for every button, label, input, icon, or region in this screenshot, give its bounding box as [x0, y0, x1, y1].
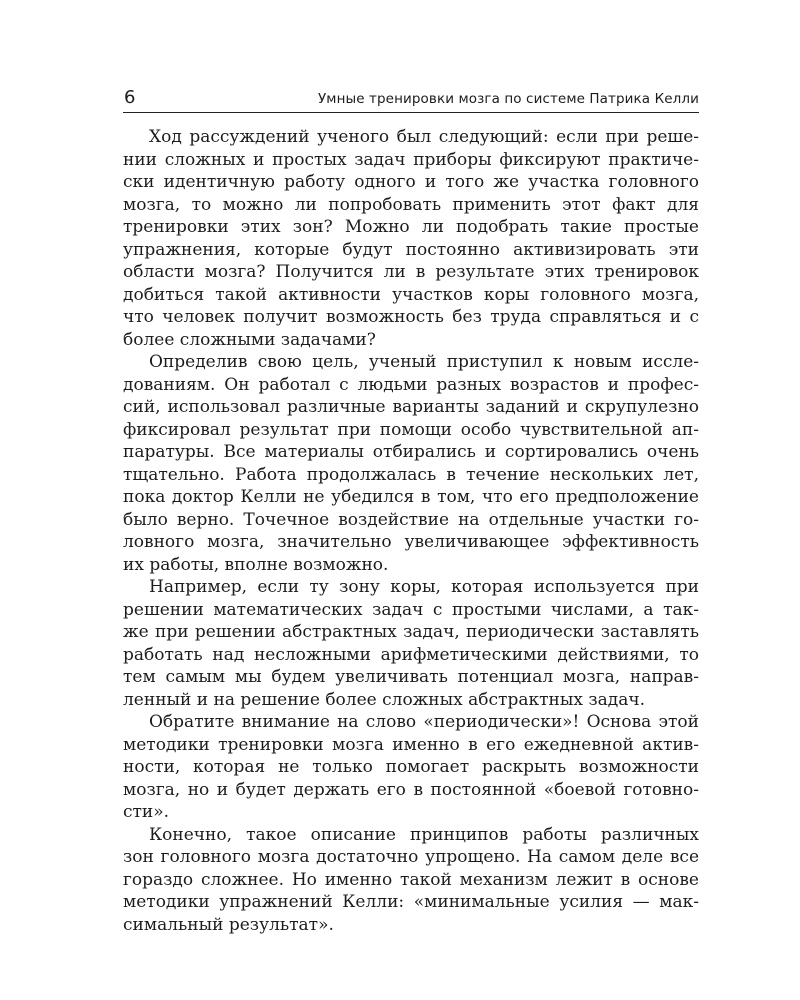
running-title: Умные тренировки мозга по системе Патрика Келли [317, 91, 699, 107]
text-line: мозга, но и будет держать его в постоянной «боевой готовно- [123, 779, 699, 800]
text-line: решении математических задач с простыми числами, а так- [123, 599, 699, 620]
text-line: нии сложных и простых задач приборы фиксируют практиче- [123, 149, 699, 170]
text-line: мозга, то можно ли попробовать применить этот факт для [123, 194, 699, 215]
page-number: 6 [124, 87, 136, 108]
text-line: сти». [123, 802, 170, 822]
text-line: тренировки этих зон? Можно ли подобрать такие простые [123, 217, 699, 237]
text-line: области мозга? Получится ли в результате этих тренировок [123, 262, 699, 282]
text-line: пока доктор Келли не убедился в том, что его предположение [123, 487, 699, 507]
running-head [123, 86, 699, 113]
paragraph [123, 711, 699, 824]
text-line: тщательно. Работа продолжалась в течение нескольких лет, [123, 464, 699, 485]
text-line: Обратите внимание на слово «периодически»! Основа этой [149, 712, 699, 732]
text-line: что человек получит возможность без труда справляться и с [123, 307, 699, 327]
text-line: Конечно, такое описание принципов работы различных [149, 824, 699, 845]
text-line: работать над несложными арифметическими действиями, то [123, 644, 699, 665]
text-line: фиксировал результат при помощи особо чувствительной ап- [123, 419, 699, 440]
text-line: зон головного мозга достаточно упрощено. На самом деле все [123, 847, 699, 867]
text-line: Например, если ту зону коры, которая используется при [149, 577, 699, 597]
paragraph [123, 351, 699, 576]
text-line: более сложными задачами? [123, 329, 376, 350]
text-line: методики упражнений Келли: «минимальные усилия — мак- [123, 892, 699, 912]
paragraph [123, 126, 699, 351]
text-line: симальный результат». [123, 914, 334, 935]
text-line: дованиям. Он работал с людьми разных возрастов и профес- [123, 374, 699, 395]
text-line: Ход рассуждений ученого был следующий: если при реше- [149, 127, 699, 147]
text-line: их работы, вполне возможно. [123, 554, 389, 575]
body-text [123, 126, 699, 936]
text-line: гораздо сложнее. Но именно такой механизм лежит в основе [123, 869, 699, 890]
text-line: ленный и на решение более сложных абстрактных задач. [123, 689, 646, 710]
text-line: методики тренировки мозга именно в его ежедневной актив- [123, 734, 699, 755]
text-line: ски идентичную работу одного и того же участка головного [123, 172, 699, 192]
text-line: Определив свою цель, ученый приступил к новым иссле- [149, 352, 699, 372]
text-line: паратуры. Все материалы отбирались и сортировались очень [123, 442, 699, 462]
paragraph [123, 824, 699, 937]
text-line: было верно. Точечное воздействие на отдельные участки го- [123, 509, 699, 530]
paragraph [123, 576, 699, 711]
text-line: сий, использовал различные варианты заданий и скрупулезно [123, 397, 699, 417]
text-line: ловного мозга, значительно увеличивающее эффективность [123, 532, 699, 552]
text-line: упражнения, которые будут постоянно активизировать эти [123, 239, 699, 260]
text-line: же при решении абстрактных задач, периодически заставлять [123, 622, 699, 642]
text-line: ности, которая не только помогает раскрыть возможности [123, 757, 699, 777]
text-line: добиться такой активности участков коры головного мозга, [123, 284, 699, 305]
text-line: тем самым мы будем увеличивать потенциал мозга, направ- [123, 667, 699, 687]
